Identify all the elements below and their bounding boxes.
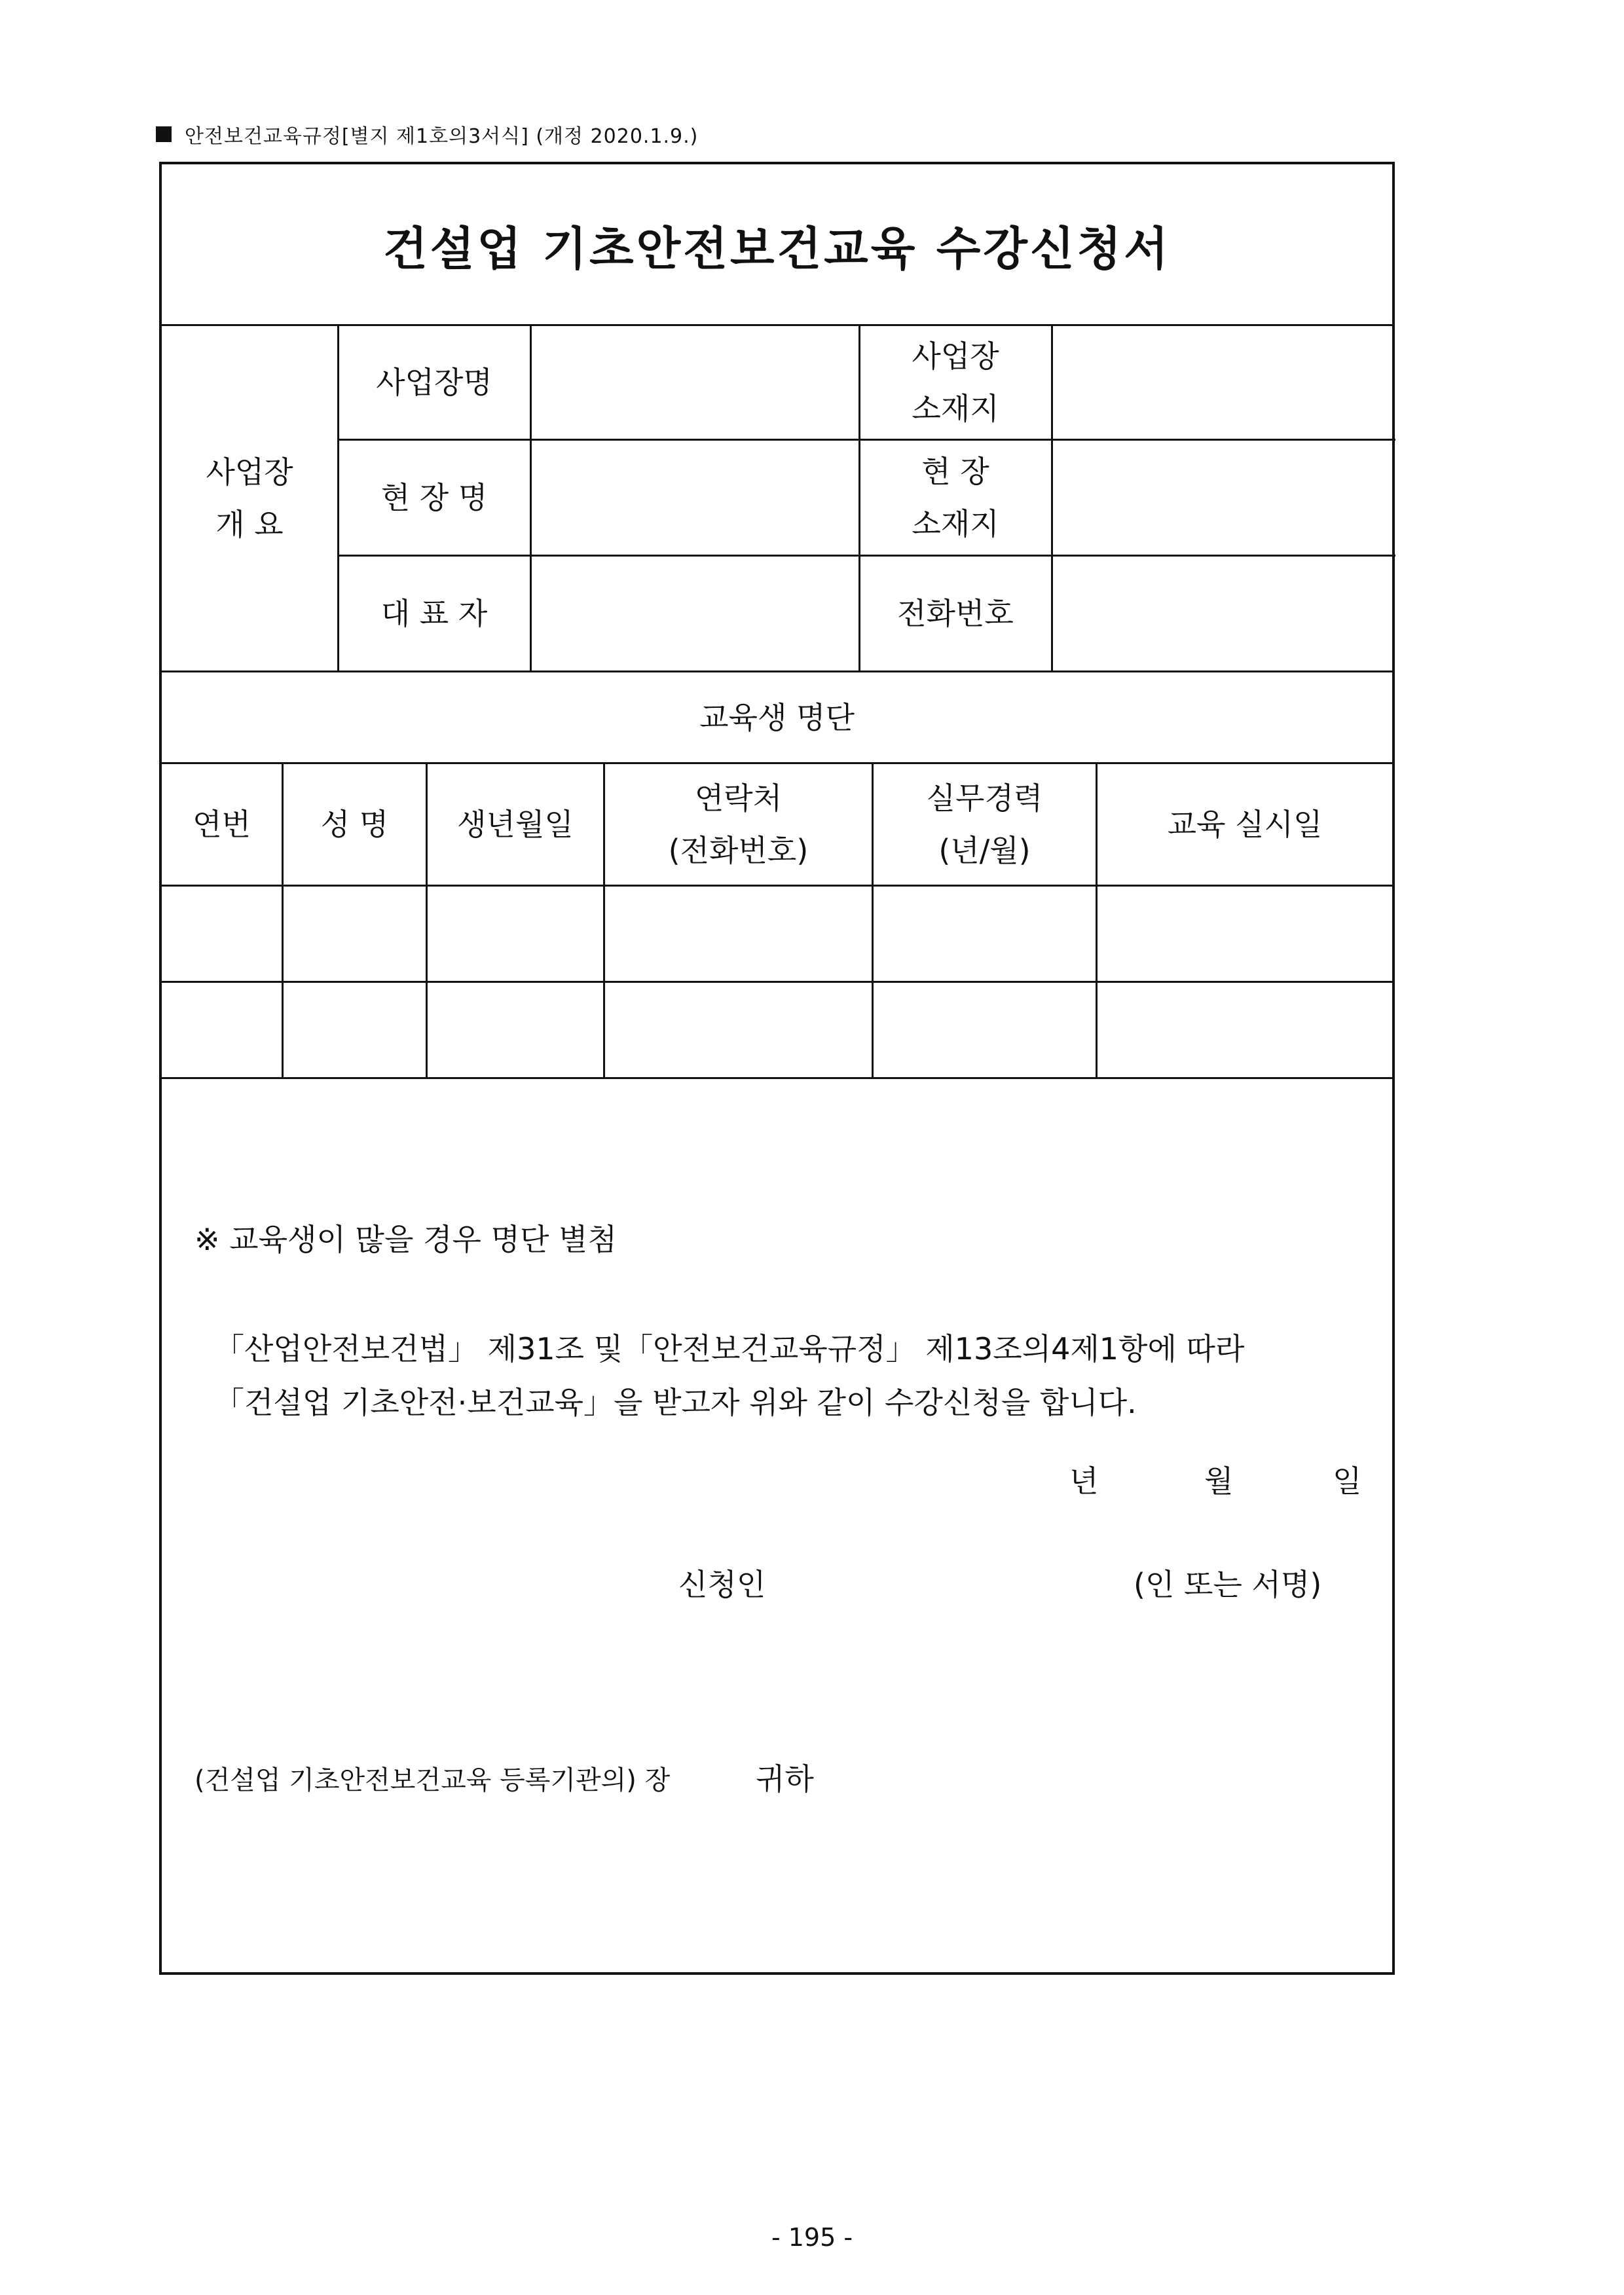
- table-cell[interactable]: [605, 983, 872, 1077]
- table-cell[interactable]: [605, 887, 872, 981]
- representative-field[interactable]: [532, 557, 858, 670]
- workplace-address-label: 사업장 소재지: [912, 338, 999, 426]
- phone-label: 전화번호: [897, 596, 1014, 631]
- square-bullet-icon: [156, 126, 172, 142]
- table-cell[interactable]: [284, 887, 426, 981]
- date-day-label: 일: [1333, 1463, 1362, 1499]
- workplace-address-field[interactable]: [1053, 325, 1392, 439]
- addressee-suffix: 귀하: [756, 1761, 814, 1797]
- form-reference-text: 안전보건교육규정[별지 제1호의3서식] (개정 2020.1.9.): [185, 125, 699, 148]
- divider: [162, 1077, 1392, 1079]
- table-cell[interactable]: [874, 983, 1096, 1077]
- trainee-list-title: 교육생 명단: [699, 699, 855, 735]
- page-number: - 195 -: [771, 2223, 853, 2252]
- date-year-label: 년: [1069, 1463, 1099, 1499]
- header-training-date: 교육 실시일: [1167, 807, 1323, 842]
- site-name-label: 현 장 명: [380, 480, 488, 515]
- site-address-label: 현 장 소재지: [912, 454, 999, 542]
- header-birthdate: 생년월일: [457, 807, 574, 842]
- header-experience: 실무경력 (년/월): [926, 780, 1043, 868]
- application-form: [159, 162, 1395, 1975]
- statement-line-1: 「산업안전보건법」 제31조 및「안전보건교육규정」 제13조의4제1항에 따라: [214, 1331, 1245, 1367]
- table-cell[interactable]: [428, 983, 603, 1077]
- table-cell[interactable]: [874, 887, 1096, 981]
- form-reference: [156, 120, 698, 149]
- table-cell[interactable]: [428, 887, 603, 981]
- header-contact: 연락처 (전화번호): [668, 780, 809, 868]
- signature-label: (인 또는 서명): [1134, 1567, 1322, 1602]
- workplace-name-label: 사업장명: [376, 364, 492, 400]
- applicant-label: 신청인: [678, 1567, 766, 1602]
- header-number: 연번: [193, 807, 251, 842]
- table-cell[interactable]: [162, 887, 282, 981]
- representative-label: 대 표 자: [380, 596, 488, 631]
- form-title: 건설업 기초안전보건교육 수강신청서: [383, 222, 1171, 276]
- table-cell[interactable]: [1098, 887, 1392, 981]
- table-cell[interactable]: [1098, 983, 1392, 1077]
- date-month-label: 월: [1204, 1463, 1234, 1499]
- workplace-name-field[interactable]: [532, 325, 858, 439]
- attachment-note: ※ 교육생이 많을 경우 명단 별첨: [194, 1222, 617, 1257]
- table-cell[interactable]: [162, 983, 282, 1077]
- site-address-field[interactable]: [1053, 441, 1392, 555]
- addressee: (건설업 기초안전보건교육 등록기관의) 장: [194, 1765, 671, 1795]
- phone-field[interactable]: [1053, 557, 1392, 670]
- header-name: 성 명: [320, 807, 389, 842]
- site-name-field[interactable]: [532, 441, 858, 555]
- workplace-section-label: 사업장 개 요: [206, 454, 293, 542]
- table-cell[interactable]: [284, 983, 426, 1077]
- statement-line-2: 「건설업 기초안전·보건교육」을 받고자 위와 같이 수강신청을 합니다.: [214, 1385, 1137, 1420]
